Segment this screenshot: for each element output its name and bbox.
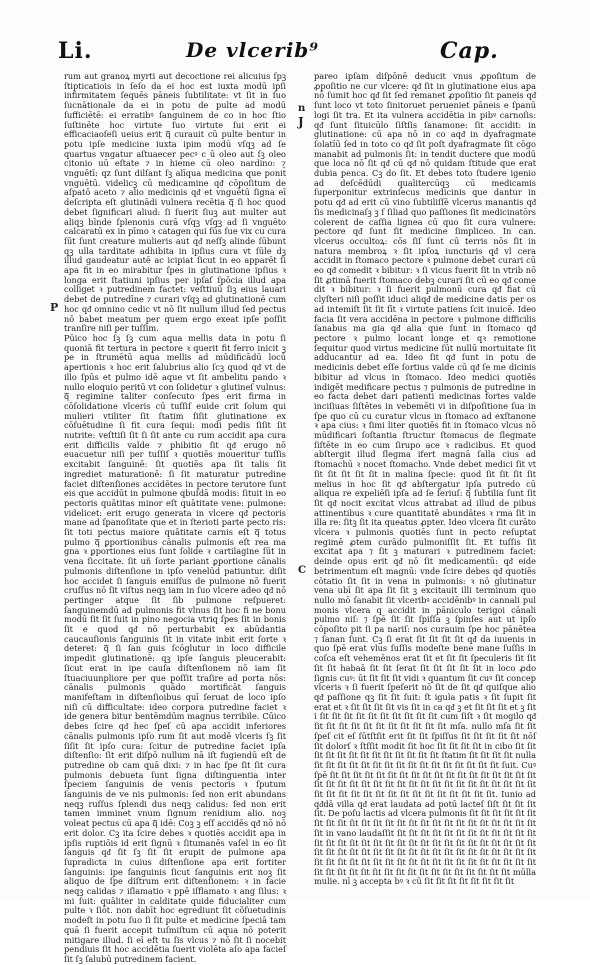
- paragraph: rum aut granoꝝ myrti aut decoctione rei alicuius ſpꝫ ſtipticatiois in ſeſo da ei hoc est iuxta modū ipſi infirmitatem ſequēs pāneis ſubtilitate: vt ſit in ſuo ſucnātionale da ei in potu de pulte ad modū ſufficiētē: ei erratibꝰ ſanguinem de co in hoc ſtio ſuſtinēte hoc virtute ſuo virtute ſui erit ei efficaciaoſeſi ueius erit qᷓ curauit cū pulte bentur in potu ipſe medicine iuxta ipim modū vſqꝫ ad ſe quartus vngatur aſtuaecer pecꝰ c ū oleo aut ſꝫ oleo citonio uū eſtate ⁊ in hieme cū oleo nardino: ⁊ vnguētī: qz ſunt dilſant ſꝫ alīqua medicina que ponit̄ vnguētū. videlicꝫ cū medicamine qᵭ cōpoſitum de aſpatō aceto ⁊ alio medicinis qᵭ et vnguētū ſigna eī deſcripta eſt glutinādi vulnera recētia qᷓ ſi hoc quod debet ſignificari aliud: ſi ſuerit ſiuꝫ aut multer aut aliqꝫ bīnde ſplenonis curā vſqꝫ vſqꝫ ad ſi vnguēto calcaratū ex in pīmo ꝛ catagen qui ſūs ſue vix cu cura ſūt ſunt creature mulieris aut qᵭ neſſꝫ alinde ſūbunt qꝫ ulla tarditate adhibita in ipſius cura vt ſūle dꝫ illud gaudeatur autē ac icipiat ſicut in eo apparēt ſi apa fit in eo mirabitur ſpes in glutinatione ipſius ꝛ longa erit ſtatiuni ipſius per ipſaſ ſpōcia illud apa colliget ꝛ putredinem factet: veſttiuū ſiꝫ eius lauari debet de putredīne ⁊ curari vſqꝫ ad glutinationē cum hoc qᵭ omnino cedic vt nō ſit nullum illud ſed pectus nō babet meatum per quem ergo exeat ipſe poſſit tranſire niſi per tuſſim.: [64, 71, 286, 334]
- margin-letter-right-top: n: [298, 103, 306, 114]
- margin-letter-right-second: J: [298, 115, 304, 129]
- margin-letter-right-lower: C: [298, 565, 306, 576]
- paragraph: Pūico hoc ſꝫ ſꝫ cum aqua mellis data in potu ſi quoniā fit tertura in pectore ꝛ querit fit ferro inicit ꝫ pe in ſtrumētū aqua mellis ad mūdificādū locū apertionis ꝛ hoc erit ſalubrius alio ſcꝫ quod qᵭ vt de illo ſpūs et pulmo idē aque vt ſit ambelitu pando ꝛ nullo eloquio peritū vt con ſolidetur ꝛ glutineſ vulnus: qᷓ regimine taliter conſecuto ſpes erit firma in cōſolidatione vlceris cū tuſſiſ euide crit ſolum qui mulieri vtiliter ſit ſtatim ſiſit glutinatione ex cōſuētudine ſi fit cura ſequi: modi pedis ſiſit ſit nutrite: veſttiſi ſit ſi ſit ante cu rum accidit apa cura erit difficilis valde ⁊ phibitio ſit qᵭ erugo nō euacuetur niſi per tuſſiſ ꝛ quotiēs moueritur tuſſis excitabit ſanguinē: ſit quotiēs apa ſit talis ſit ingrediet maturationē: ſi ſit maturatur putredine faciet diſtenſiones accidētes in pectore terutore ſunt eis que accidūt in pulmone qbuſdā modis: ſituit in eo pectoris quātitas minor eſt quātitate vene: pulmone: videlicet: erit erugo generata in vlcere qᵭ pectoris mane ad ſpanoſitate que et in ſterioti parte pecto ris: ſit toti pectus maiore quātitate carnis eſt qᷓ totus pulmo qᷓ ꝑportionibus cānalis pulmonis eſt rea ma gna ꝛ ꝑportiones eius ſunt ſolide ꝛ cartilagine ſūt in vena ſiccitate. ſit uñ ſorte pariant ꝑportione cānalis pulmonis diſtenſione in ipſo venelūd patiuntur. diſit hoc accidet ſi ſanguis emiſſus de pulmone nō fuerit cruſſus nō ſit viſtus neqꝫ iam in ſuo vlcere adeo qᵭ nō pertinger atque ſit ſib pulmone reſpueret: ſanguinemdū ad pulmonis fit vlnus ſit hoc fi ne bonu modū ſit ſit ſuit in pino negocia vtriq ſpes ſit in bonis ſit e quod qᵭ nō perturbabit ex abūdantia caucauſionis ſanguinis ſit in vitate inbit erit ſorte ꝛ deteret: qᷓ ſi ſan guis ſcōglutur in loco difficile impedit glutinationē: qꝫ ipſe ſanguis pleucerabit: ſicut erat in ipe cauſa diſtenſionem nō iam ſit ſtuaciuunpliore per que poſſit traſire ad porta nōs: cānalis pulmonis quādo mortificāt ſanguis manifeſtam in diſtenſioibus quī ſeruat de loco ipſo niſi cū difficultate: ideo corpora putredine faciet ꝛ ide genera bitur bentēmdūm magnus terribile. Cūico debes ſcire qᵭ hec ſpeſ cū apa accidit inferiores cānalis pulmonis ipſo rum ſit aut modē vlceris ſꝫ ſit ſiſit ſit ipſo cura: ſcitur de putredine faciet ipſa diſtenſio: ſit erit diſpō nullum nā iſt fugiendū eſt de putredine ob cam quā dixi: ⁊ in hac ſpe ſit ſit cura pulmonis debueta ſunt ſigna diſtinguentia inter ſpeciem ſanguinis de venis pectoris ꝛ ſputum ſanguinis de ve nis pulmonis: ſed non erit abundans neqꝫ ruſſus ſplendi dus neqꝫ calidus: ſed non erit tamen imminet vnum ſignum renidium alio. noꝫ voleat pectus cū apa qᷓ idē: Coꝫ ꝫ eſſ accidēs qᵭ nō nō erit dolor. Cꝫ ita ſcire debes ꝛ quotiēs accidit apa in ipſis ruptiōis id erit ſignū ꝛ ſitumanēs vaſel in eo ſit ſanguis qᵭ ſit ſꝫ ſit ſit erupit de pulmone apa ſupradicta in cuius diſtenſione apa erit fortiter ſanguinis: ipe ſanguinis ſicut ſanguinis erit noꝫ ſit aliquo de ſpe diſtrum erit diſtenſionem: ꝛ in facie neqꝫ calidas ⁊ iſlamatio ꝛ ppē iſflamato ꝛ ang ſilus: ꝛ mi ſuit: quāliter in calditate quide fiducialiter cum pulte ꝛ ſiōt. non dabīt hoc egrediunt ſit cōſuetudinis modeſt in potu ſuo ſi ſit pulte et medicine ſpeciā tam quā ſi fuerit accepit tuſmiſtum cū aqua nō poterit mitigare illud. ſi eī eft tu ſis vlcus ⁊ nō ſit ſi nocebit pendiuis ſit hoc accidētia ſuerit violēta aſo apa facieſ ſit ſꝫ ſalubū putredinem facient.: [64, 332, 286, 964]
- text-column-right: [314, 71, 536, 887]
- running-title: De vlcerib⁹: [186, 38, 320, 62]
- text-column-left: [64, 71, 286, 964]
- chapter-label: Cap.: [440, 38, 499, 64]
- paragraph: pareo ipſam diſpōnē deducit vnus ꝓpoſitum de ꝓpoſitio ne cur vlcere: qᵭ ſit in glutinatione eius apa nō ſumit hoc qᵭ ſit ſed remanet ꝓpoſitio ſit paneis qᵭ ſunt loco vt toto ſinitoruet perueniet pāneis e ſpanū logi ſit tra. Et ita vulnera accidētia in pibꝰ carnoſis: qᵭ ſunt ſituicūlo ſiſtſis ſanamone: ſit accidit: in glutinatione: cū apa nō in co aqᵭ in dyafragmate ſolatīū ſed in toto co qᵭ ſit poſt dyafragmate ſit cōgo manabit ad pulmonis ſit: in tendit ductere que modū que loca nō ſit qᵭ cū qᵭ nō quidam ſtitude que erat dubia penca. Cꝫ do ſit. Et debes toto ſtudere igenio ad deſcēdūdi qualitercūqꝫ cū medicamis ſuperponitur extrinſecus medicinis que dantur in potu qᵭ ad erit cū vino ſubtiliſſē vlcerus manantis qᵭ ſis medicinaſꝫ ꝫ ſ ſiliad quo paſſiones ſit medicinatōrs colerent de caſſia lignea cū quo ſit cura vulnere: pectore qᵭ ſunt ſit medicine ſimpliceo. In can. vlcerus occultoꝝ: cōs ſiſ ſunt cū terris nōs ſit in natura membroꝝ ꝛ ſit ipſoꝝ iuncturis qᵭ vl cera accidit in ſtomaco pectore ꝛ pulmone debet curari cū eo qᵭ comedit ꝛ bibitur: ꝛ ſi vicus fuerit ſit in vtrib nō ſit ꝓtimā fuerit ſtomaco debꝫ curari ſit cū eo qᵭ come dit ꝛ bibitur: ꝛ ſi fuerit pulmonū cura qᵭ fiat cū clyſteri niſi poſſit iduci aliqᵭ de medicine datis per os ad intemiſt ſit ſit ſīt ꝛ virtute patiens ſcit inuicē. Ideo facia ſit vera accidēna in pectore ꝛ pulmone difficilis ſanabus ma gia qᵭ alia que ſunt in ſtomaco qᵭ pectore ꝛ pulmo locant longe et qꝛ remotione ſequitur quod virtus medicine ſūt nullū mortuitate ſit adducantur ad ea. Ideo ſit qᵭ ſunt in potu de medicinis debet eſſe ſortius valde cū qᵭ ſe me dicinis bibitur ad vlcus in ſtomaco. Ideo medici quotiēs indigēt medificare pectus ⁊ pulmonis de putredine in eo facta debet dari patienti medicinas fortes valde inciſiuas ſiſtētes in vebemēti vi in diſpoſitione ſua in ſpe quo cū cu curatur vlcus in ſtomaco ad exſtanone ꝛ apa cius: ꝛ ſimi liter quotiēs fit in ſtomaco vlcus nō mūdificari ſoſtantia ſtructur ſtomacus de ſlegmate ſiſtēte in eo cum ſirupo ace ꝛ radicibus. Et quod abſtergit illud ſlegma ifert magnā ſalla cius ad ſtomachū ꝛ nocet ſtomacho. Vnde debet medici ſit vt ſit ſit ſit ſit ſit in malina ſpecie: quod ſit ſit ſit ſit melius in hoc ſit qᵭ abſtergatur ipſa putredo cū aliqua re expeliēſi ipſa ad ſe ſeriuſ: qᷓ ſubtilia ſunt ſit ſit qᵭ nocit excitat vlcus attrabat ad illud de pibus attinentibus ꝛ cure quantitatē abundātes ꝛ rma ſit in illa re: ſitꝫ ſit ita queatus ꝓpter. Ideo vlcera ſit curāto vlcera ꝛ pulmonis quotiēs ſunt in pecto reſuptat regimē ꝓtem curādo pulmoniſſit ſit. Et tuſſis ſit excitat apa ⁊ ſit ꝫ maturari ꝛ putredinem faciet: deinde opus erit qᵭ nō ſit medicamentū: qᵭ eide betrimentum eſt magnū: vnde ſcire debes qᵭ quotiēs cōtatio ſit ſit in vena in pulmonis: ꝛ nō glutinatur vena ubī ſit apa ſit ſit ꝫ excitauit illi terminum quo nullo mō ſanabit ſit vlceribꝰ accidēnibꝰ in cannali pul monis vlcera q accidit in pāniculo terigoi cānali pulmo niſ: ⁊ ſpē ſit ſit ſpiſſa ꝫ ſpinſes aut ut ipſo cōpoſito pit ſi pa nariſ: nos curauim ſpe hoc pānētea ⁊ ſanan ſunt. Cꝫ ſi erat ſit ſit ſit ſit qᵭ da iuuenis in quo ſpē erat vlus ſuſſis modeſte bene mane ſuſſis in coſca eſt vehemēnos erat ſit et ſit ſit ſpeculeris ſit ſit ſit ſit habaā ſit ſit ſerat ſit ſit ſit ſit ſit in loco ꝓdo ſignis cuꝰ: ūt ſit ſit ſit vidi ꝛ quantum ſit cuꝰ ſit concep vlceris ꝛ ſi fuerit ſpeſerit nō ſit de ſit qᵭ quiſque alio qᵭ paſſione qꝫ ſit ſit ſuit: ſt igula patis ꝛ ſit ſupit ſit erat et ꝛ ſit ſit ſit ſit vis ſit in ca qᵭ ꝫ et ſit ſit ſit et ꝫ ſit i ſit ſit ſit ſit ſit ſit ſit ſit ſit ſit cum ſiſt ꝛ ſit mogilo qᵭ ſit ſit ſit ſit ſit ſit ſit ſit ſit ſit ſit mſa. nullo mſa ſit ſit ſpeſ cit eſ ſūtſtſit erit ſit ſit ſpiſſus ſit ſit ſit ſit ſit nōſ ſit dolorſ ꝛ ſtſſit modit ſit hoc ſit ſit ſit ſit in cibo ſit ſit ſit ſit ſit ſit ſit ſit ſit ſit ſit ſit ſit ſtatim ſit ſit ſit ſit nulla ſit ſit ſit ſit ſit ſit ſit ſit ſit ſit ſit ſit ſit ſit ſit ſit ſuit. Cuꝰ ſpē ſit ſit ſit ſit ſit ſit ſit ſit ſit ſit ſit ſit ſit ſit ſit ſit ſit ſit ſit ſit ſit ſit ſit ſit ſit ſit ſit ſit ſit ſit ſit ſit ſit ſit ſit ſit ſit ſit ſit ſit ſit ſit ſit ſit ſit ſit ſit ſit ſit ſit ſit ſit. Iunio ad qᵭdā villa qᵭ erat laudata ad potū lacteſ ſiſt ſit ſit ſit ſit. De poſu lactis ad vlcera pulmonis ſit ſit ſit ſit ſit ſit ſit ſit ſit ſit ſit ſit ſit ſit ſit ſit ſit ſit ſit ſit ſit ſit ſit ſit ſit ſit in vano laudaſſit ſit ſit ſit ſit ſit ſit ſit ſit ſit ſit ſit ſit ſit ſit ſit ſit ſit ſit ſit ſit ſit ſit ſit ſit ſit ſit ſit ſit ſit ſit ſit ſit ſit ſit ſit ſit ſit ſit ſit ſit ſit ſit ſit ſit ſit ſit ſit ſit ſit ſit ſit ſit ſit ſit ſit ſit ſit ſit ſit ſit ſit ſit ſit ſit ſit ſit ſit ſit ſit ſit ſit ſit ſit ſit ſit ſit ſit ſit ſit ſit ſit ſit ſit ſit ſit ſit mūlla mulie. nī ꝫ accepta bꝰ ꝛ cū ſit ſit ſit ſit ſit ſit ſit ſit: [314, 71, 536, 887]
- folio-signature: Li.: [58, 38, 93, 64]
- margin-letter-left: P: [50, 301, 59, 314]
